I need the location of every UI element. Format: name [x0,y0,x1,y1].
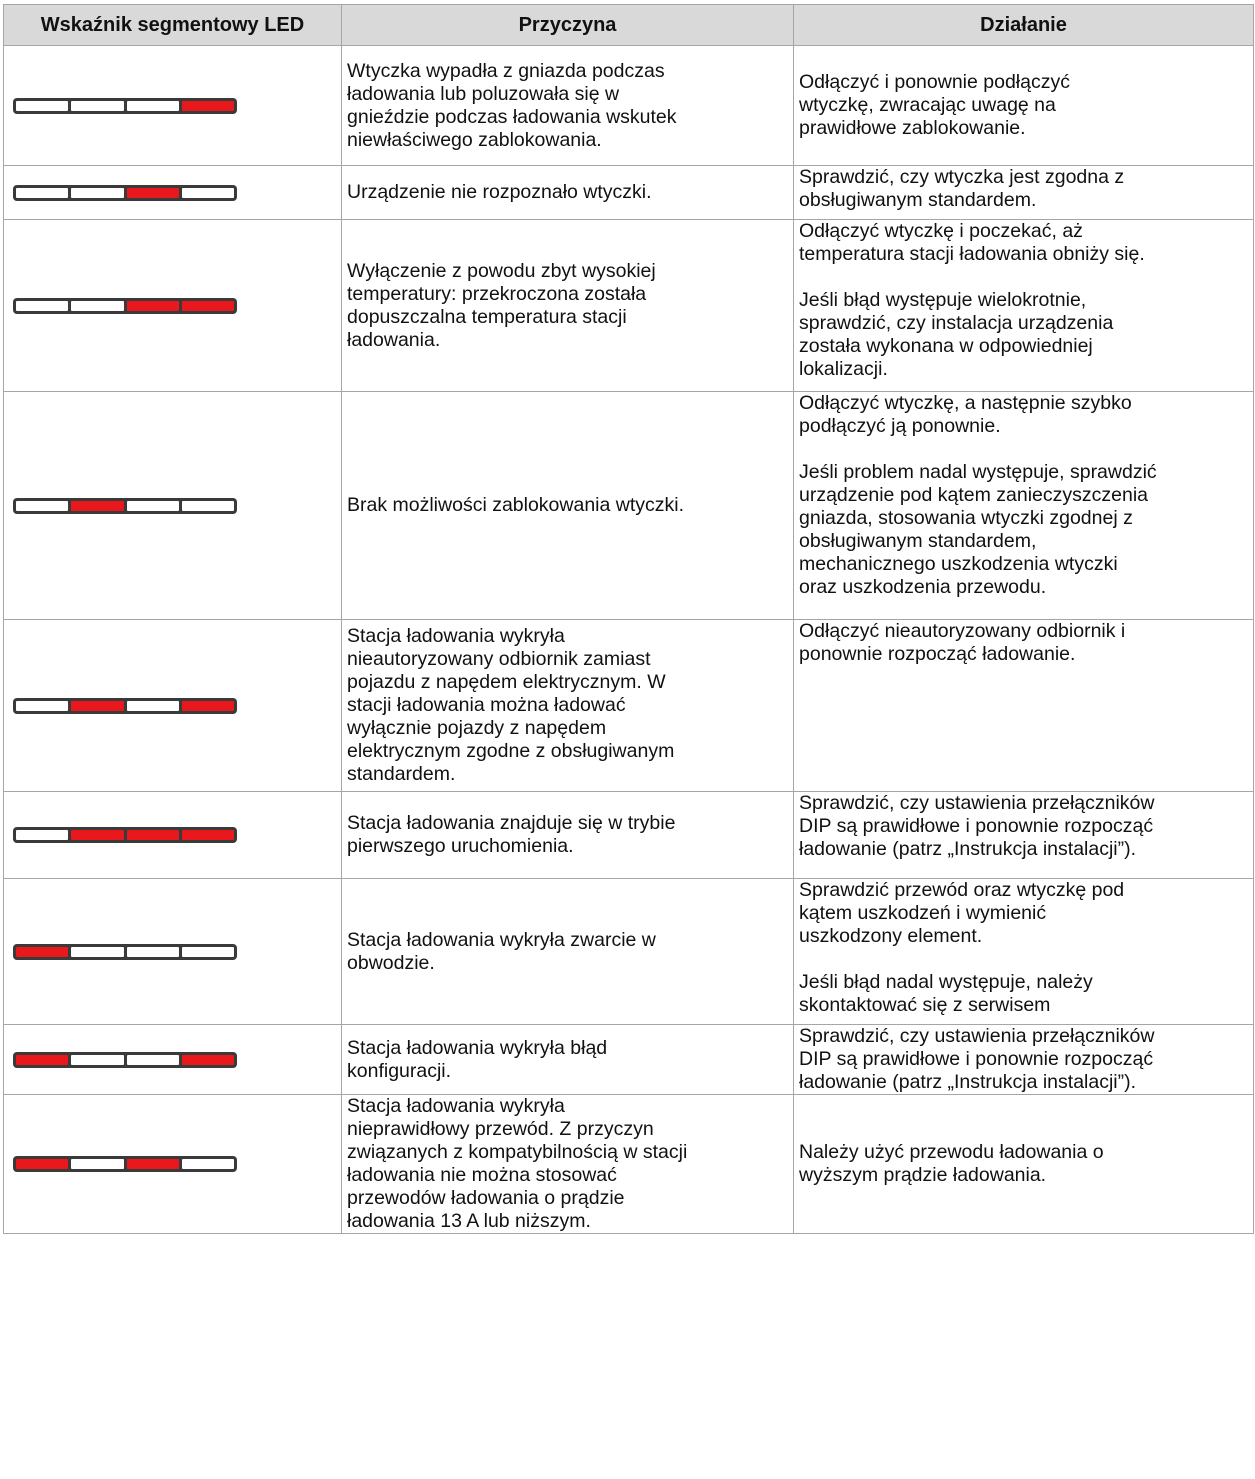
table-row [4,392,1254,620]
led-cell [4,392,342,620]
led-segment-on [127,1159,179,1169]
led-segment-off [182,1159,234,1169]
cause-text: Urządzenie nie rozpoznało wtyczki. [347,181,652,203]
led-segment-on [182,301,234,311]
cause-cell [342,792,794,879]
action-text: Jeśli błąd nadal występuje, należy skontaktować się z serwisem [799,971,1093,1016]
led-segment-off [16,830,68,840]
action-text: Odłączyć wtyczkę i poczekać, aż temperatura stacji ładowania obniży się. [799,220,1145,265]
cause-cell [342,392,794,620]
led-segment-indicator [13,944,237,960]
action-text: Odłączyć wtyczkę, a następnie szybko podłączyć ją ponownie. [799,392,1132,437]
led-segment-off [182,188,234,198]
cause-text: Stacja ładowania wykryła nieautoryzowany odbiornik zamiast pojazdu z napędem elektrycznym. W stacji ładowania można ładować wyłącznie pojazdy z napędem elektrycznym zgodne z obsługiwanym standardem. [347,625,675,785]
led-segment-indicator [13,827,237,843]
led-segment-on [71,501,123,511]
led-cell [4,1025,342,1095]
action-cell [794,392,1254,620]
cause-cell [342,46,794,166]
table-header-row [4,5,1254,46]
led-segment-on [127,301,179,311]
led-segment-off [71,1159,123,1169]
led-segment-indicator [13,98,237,114]
action-cell [794,166,1254,220]
led-segment-on [127,188,179,198]
action-cell [794,792,1254,879]
table-row [4,166,1254,220]
led-segment-off [71,1055,123,1065]
header-action: Działanie [794,5,1254,46]
table-row [4,1095,1254,1234]
led-segment-indicator [13,298,237,314]
table-row [4,46,1254,166]
action-cell [794,620,1254,792]
led-cell [4,879,342,1025]
led-segment-off [71,947,123,957]
led-segment-off [127,501,179,511]
led-segment-off [127,701,179,711]
action-text: Sprawdzić, czy wtyczka jest zgodna z obsługiwanym standardem. [799,166,1125,211]
led-cell [4,620,342,792]
led-segment-off [182,947,234,957]
led-segment-off [16,188,68,198]
led-segment-off [71,301,123,311]
led-segment-on [182,101,234,111]
led-segment-indicator [13,1052,237,1068]
cause-text: Brak możliwości zablokowania wtyczki. [347,494,685,516]
led-segment-on [182,1055,234,1065]
cause-cell [342,1095,794,1234]
action-text: Odłączyć i ponownie podłączyć wtyczkę, zwracając uwagę na prawidłowe zablokowanie. [799,71,1070,139]
cause-text: Wyłączenie z powodu zbyt wysokiej temperatury: przekroczona została dopuszczalna temperatura stacji ładowania. [347,259,656,351]
cause-cell [342,166,794,220]
led-segment-on [127,830,179,840]
led-segment-on [71,830,123,840]
cause-cell [342,620,794,792]
led-segment-off [16,701,68,711]
action-cell [794,1025,1254,1095]
cause-cell [342,220,794,392]
led-segment-on [71,701,123,711]
action-text: Sprawdzić, czy ustawienia przełączników DIP są prawidłowe i ponownie rozpocząć ładowanie (patrz „Instrukcja instalacji”). [799,1025,1155,1093]
led-segment-off [127,1055,179,1065]
led-cell [4,166,342,220]
action-text: Sprawdzić przewód oraz wtyczkę pod kątem uszkodzeń i wymienić uszkodzony element. [799,879,1125,947]
action-cell [794,46,1254,166]
cause-cell [342,879,794,1025]
table-row [4,220,1254,392]
led-segment-indicator [13,698,237,714]
header-led: Wskaźnik segmentowy LED [4,5,342,46]
led-segment-on [182,701,234,711]
led-error-table [3,4,1254,1234]
cause-text: Stacja ładowania znajduje się w trybie pierwszego uruchomienia. [347,812,676,857]
led-segment-off [127,101,179,111]
led-segment-indicator [13,185,237,201]
action-text: Jeśli problem nadal występuje, sprawdzić urządzenie pod kątem zanieczyszczenia gniazda, stosowania wtyczki zgodnej z obsługiwanym standardem, mechanicznego uszkodzenia wtyczki oraz uszkodzenia przewodu. [799,461,1157,598]
led-segment-off [71,101,123,111]
led-cell [4,46,342,166]
cause-cell [342,1025,794,1095]
led-cell [4,220,342,392]
action-text: Należy użyć przewodu ładowania o wyższym prądzie ładowania. [799,1141,1104,1186]
led-segment-indicator [13,498,237,514]
led-segment-off [71,188,123,198]
action-cell [794,879,1254,1025]
table-row [4,620,1254,792]
action-cell [794,220,1254,392]
led-cell [4,792,342,879]
led-segment-on [16,947,68,957]
table-row [4,1025,1254,1095]
header-cause: Przyczyna [342,5,794,46]
led-segment-off [127,947,179,957]
led-segment-off [182,501,234,511]
led-segment-off [16,301,68,311]
table-row [4,879,1254,1025]
cause-text: Stacja ładowania wykryła błąd konfiguracji. [347,1036,608,1082]
action-cell [794,1095,1254,1234]
led-segment-off [16,501,68,511]
table-row [4,792,1254,879]
led-segment-off [16,101,68,111]
led-segment-on [16,1159,68,1169]
cause-text: Wtyczka wypadła z gniazda podczas ładowania lub poluzowała się w gnieździe podczas ładowania wskutek niewłaściwego zablokowania. [347,59,677,151]
cause-text: Stacja ładowania wykryła zwarcie w obwodzie. [347,928,656,974]
action-text: Sprawdzić, czy ustawienia przełączników DIP są prawidłowe i ponownie rozpocząć ładowanie (patrz „Instrukcja instalacji”). [799,792,1155,860]
action-text: Odłączyć nieautoryzowany odbiornik i ponownie rozpocząć ładowanie. [799,620,1126,665]
action-text: Jeśli błąd występuje wielokrotnie, sprawdzić, czy instalacja urządzenia została wykonana w odpowiedniej lokalizacji. [799,289,1114,380]
cause-text: Stacja ładowania wykryła nieprawidłowy przewód. Z przyczyn związanych z kompatybilnością w stacji ładowania nie można stosować przewodów ładowania o prądzie ładowania 13 A lub niższym. [347,1095,688,1232]
led-cell [4,1095,342,1234]
led-segment-on [182,830,234,840]
led-segment-on [16,1055,68,1065]
led-segment-indicator [13,1156,237,1172]
